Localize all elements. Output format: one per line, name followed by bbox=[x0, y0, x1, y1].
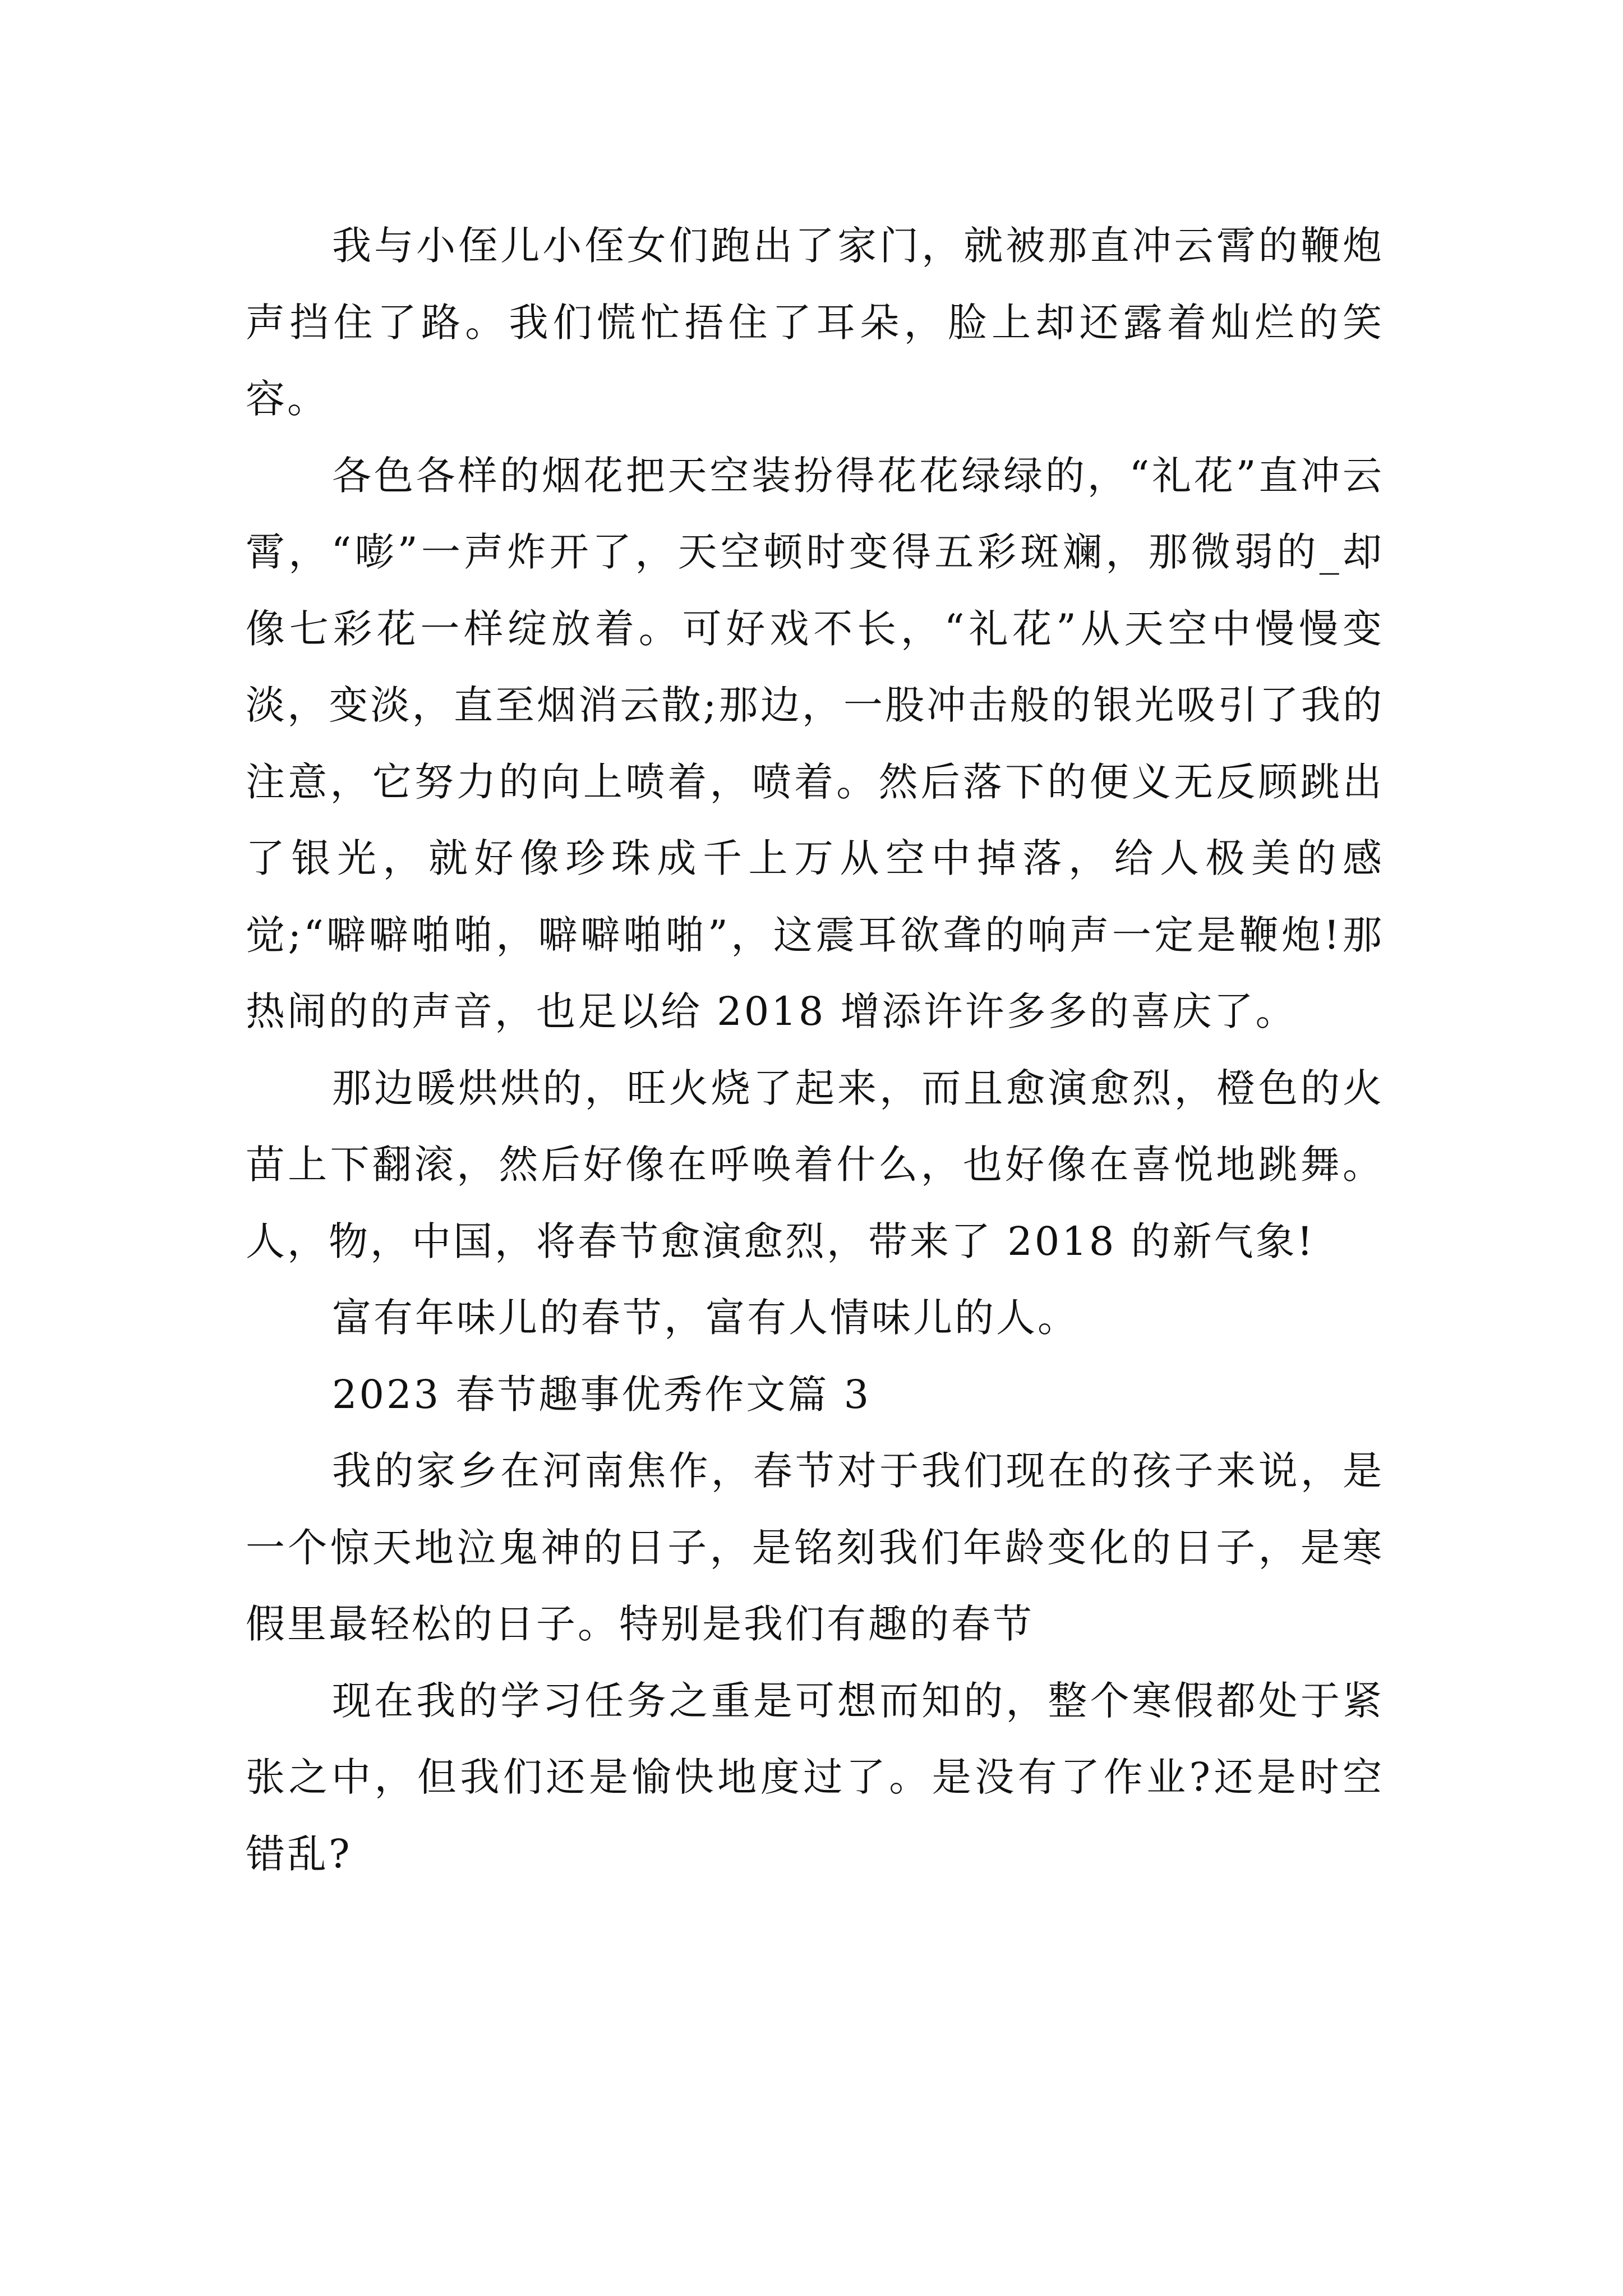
section-heading: 2023 春节趣事优秀作文篇 3 bbox=[332, 1371, 872, 1418]
paragraph-fireworks: 各色各样的烟花把天空装扮得花花绿绿的，“礼花”直冲云霄，“嘭”一声炸开了，天空顿时变得五彩斑斓，那微弱的_却像七彩花一样绽放着。可好戏不长，“礼花”从天空中慢慢变淡，变淡，直至烟消云散;那边，一股冲击般的银光吸引了我的注意，它努力的向上喷着，喷着。然后落下的便义无反顾跳出了银光，就好像珍珠成千上万从空中掉落，给人极美的感觉;“噼噼啪啪，噼噼啪啪”，这震耳欲聋的响声一定是鞭炮!那热闹的的声音，也足以给 2018 增添许许多多的喜庆了。 bbox=[246, 452, 1384, 1034]
paragraph-study-tasks: 现在我的学习任务之重是可想而知的，整个寒假都处于紧张之中，但我们还是愉快地度过了。是没有了作业?还是时空错乱? bbox=[246, 1677, 1384, 1877]
paragraph-bonfire: 那边暖烘烘的，旺火烧了起来，而且愈演愈烈，橙色的火苗上下翻滚，然后好像在呼唤着什么，也好像在喜悦地跳舞。人，物，中国，将春节愈演愈烈，带来了 2018 的新气象! bbox=[246, 1065, 1384, 1264]
paragraph-hometown: 我的家乡在河南焦作，春节对于我们现在的孩子来说，是一个惊天地泣鬼神的日子，是铭刻我们年龄变化的日子，是寒假里最轻松的日子。特别是我们有趣的春节 bbox=[246, 1448, 1384, 1647]
paragraph-new-year-flavor: 富有年味儿的春节，富有人情味儿的人。 bbox=[332, 1295, 1079, 1341]
paragraph-firecrackers: 我与小侄儿小侄女们跑出了家门，就被那直冲云霄的鞭炮声挡住了路。我们慌忙捂住了耳朵，脸上却还露着灿烂的笑容。 bbox=[246, 223, 1384, 422]
article-body bbox=[246, 208, 1384, 1892]
